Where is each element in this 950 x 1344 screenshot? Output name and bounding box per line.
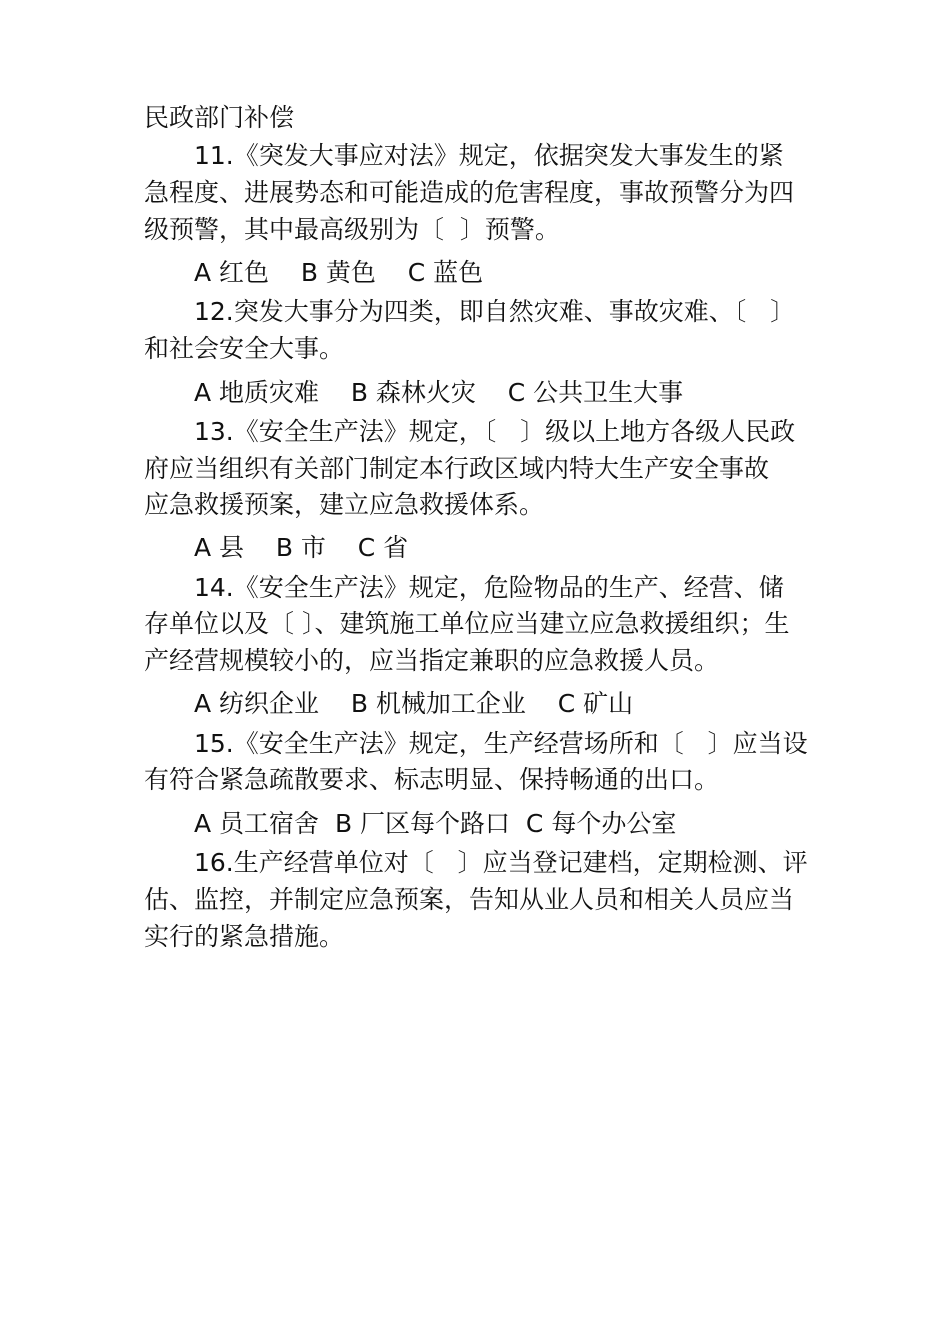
options-14: A 纺织企业 B 机械加工企业 C 矿山 xyxy=(194,689,634,718)
text-line: 存单位以及〔 〕、建筑施工单位应当建立应急救援组织；生 xyxy=(144,609,790,638)
options-13: A 县 B 市 C 省 xyxy=(194,533,409,562)
question-13: 13.《安全生产法》规定，〔 〕级以上地方各级人民政 xyxy=(194,417,796,446)
text-line: 级预警，其中最高级别为〔 〕预警。 xyxy=(144,215,560,244)
text-line: 估、监控，并制定应急预案，告知从业人员和相关人员应当 xyxy=(144,885,795,914)
text-line: 民政部门补偿 xyxy=(144,103,295,132)
text-line: 和社会安全大事。 xyxy=(144,334,345,363)
options-15: A 员工宿舍 B 厂区每个路口 C 每个办公室 xyxy=(194,809,677,838)
text-line: 产经营规模较小的，应当指定兼职的应急救援人员。 xyxy=(144,646,720,675)
text-line: 实行的紧急措施。 xyxy=(144,922,345,951)
options-12: A 地质灾难 B 森林火灾 C 公共卫生大事 xyxy=(194,378,684,407)
options-11: A 红色 B 黄色 C 蓝色 xyxy=(194,258,484,287)
question-14: 14.《安全生产法》规定，危险物品的生产、经营、储 xyxy=(194,573,784,602)
text-line: 府应当组织有关部门制定本行政区域内特大生产安全事故 xyxy=(144,454,770,483)
text-line: 应急救援预案，建立应急救援体系。 xyxy=(144,490,545,519)
text-line: 有符合紧急疏散要求、标志明显、保持畅通的出口。 xyxy=(144,765,720,794)
question-15: 15.《安全生产法》规定，生产经营场所和〔 〕应当设 xyxy=(194,729,808,758)
text-line: 急程度、进展势态和可能造成的危害程度，事故预警分为四 xyxy=(144,178,795,207)
question-16: 16.生产经营单位对〔 〕应当登记建档，定期检测、评 xyxy=(194,848,808,877)
question-11: 11.《突发大事应对法》规定，依据突发大事发生的紧 xyxy=(194,141,784,170)
question-12: 12.突发大事分为四类，即自然灾难、事故灾难、〔 〕 xyxy=(194,297,796,326)
